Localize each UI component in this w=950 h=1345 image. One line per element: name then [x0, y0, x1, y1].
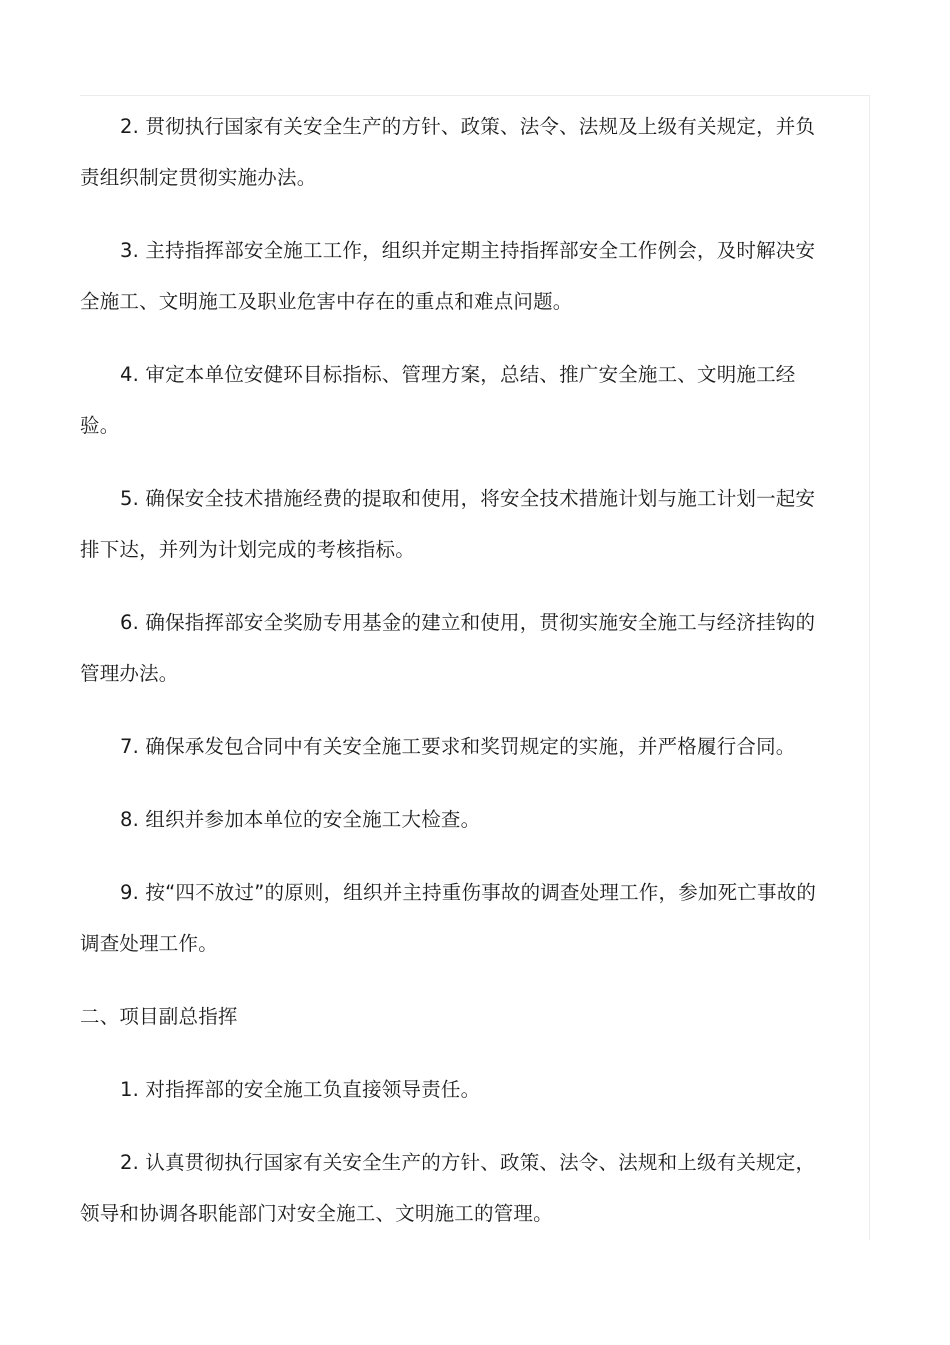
paragraph-item-8: 8. 组织并参加本单位的安全施工大检查。: [120, 808, 481, 831]
paragraph-item-4: 4. 审定本单位安健环目标指标、管理方案，总结、推广安全施工、文明施工经验。: [80, 363, 796, 437]
document-body: [80, 101, 825, 1261]
paragraph-item-5: 5. 确保安全技术措施经费的提取和使用，将安全技术措施计划与施工计划一起安排下达，并列为计划完成的考核指标。: [80, 487, 816, 561]
page-right-border: [869, 95, 870, 1240]
paragraph-item-9: 9. 按“四不放过”的原则，组织并主持重伤事故的调查处理工作，参加死亡事故的调查处理工作。: [80, 881, 817, 955]
section-heading: 二、项目副总指挥: [80, 1005, 238, 1028]
paragraph-item-3: 3. 主持指挥部安全施工工作，组织并定期主持指挥部安全工作例会，及时解决安全施工、文明施工及职业危害中存在的重点和难点问题。: [80, 239, 816, 313]
paragraph-item-7: 7. 确保承发包合同中有关安全施工要求和奖罚规定的实施，并严格履行合同。: [120, 735, 796, 758]
paragraph-item-1: 1. 对指挥部的安全施工负直接领导责任。: [120, 1078, 481, 1101]
paragraph-item-2: 2. 贯彻执行国家有关安全生产的方针、政策、法令、法规及上级有关规定，并负责组织制定贯彻实施办法。: [80, 115, 816, 189]
page-top-border: [80, 95, 870, 96]
paragraph-item-6: 6. 确保指挥部安全奖励专用基金的建立和使用，贯彻实施安全施工与经济挂钩的管理办法。: [80, 611, 816, 685]
paragraph-item-2b: 2. 认真贯彻执行国家有关安全生产的方针、政策、法令、法规和上级有关规定，领导和协调各职能部门对安全施工、文明施工的管理。: [80, 1151, 816, 1225]
